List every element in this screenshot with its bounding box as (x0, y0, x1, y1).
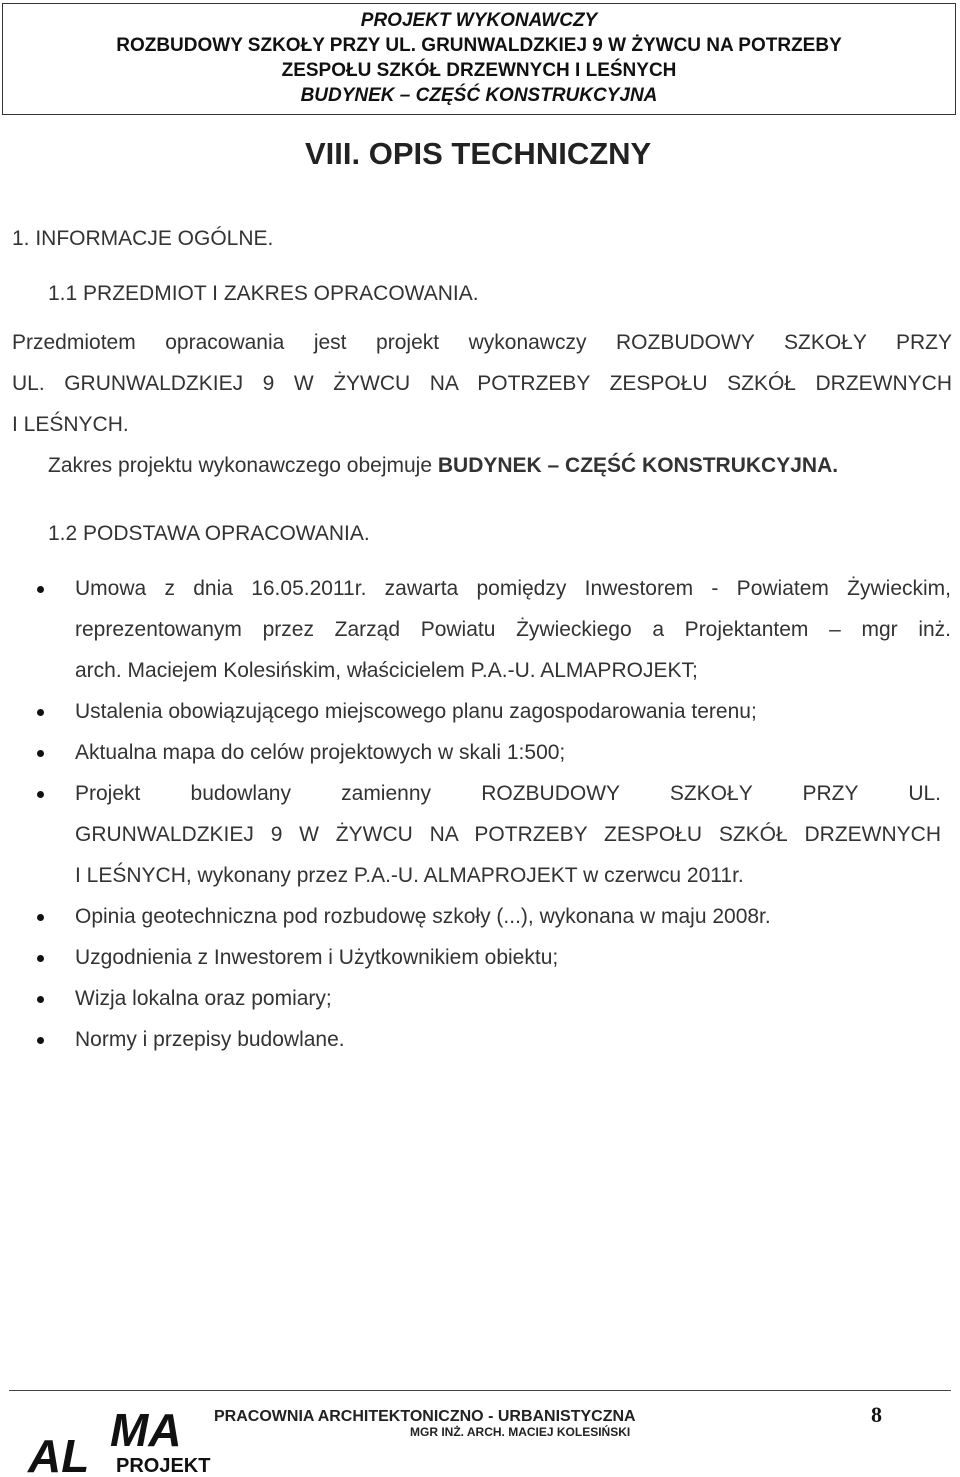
scope-bold: BUDYNEK – CZĘŚĆ KONSTRUKCYJNA. (437, 454, 839, 477)
intro-line-2: UL. GRUNWALDZKIEJ 9 W ŻYWCU NA POTRZEBY ZESPOŁU SZKÓŁ DRZEWNYCH (12, 372, 952, 395)
header-line-title-1: ROZBUDOWY SZKOŁY PRZY UL. GRUNWALDZKIEJ 9 W ŻYWCU NA POTRZEBY (116, 35, 842, 56)
bullet-4-line-3: I LEŚNYCH, wykonany przez P.A.-U. ALMAPROJEKT w czerwcu 2011r. (75, 864, 744, 887)
bullet-dot (37, 709, 44, 716)
page-number: 8 (871, 1402, 882, 1427)
bullet-dot (37, 914, 44, 921)
bullet-4-line-2: GRUNWALDZKIEJ 9 W ŻYWCU NA POTRZEBY ZESPOŁU SZKÓŁ DRZEWNYCH (75, 823, 941, 846)
header-line-project-type: PROJEKT WYKONAWCZY (360, 10, 598, 31)
bullet-dot (37, 791, 44, 798)
bullet-1-line-2: reprezentowanym przez Zarząd Powiatu Żywieckiego a Projektantem – mgr inż. (75, 618, 951, 641)
bullet-4-line-1: Projekt budowlany zamienny ROZBUDOWY SZKOŁY PRZY UL. (75, 782, 941, 805)
section-title: VIII. OPIS TECHNICZNY (305, 136, 652, 171)
heading-general-info: 1. INFORMACJE OGÓLNE. (12, 227, 274, 250)
bullet-1-line-3: arch. Maciejem Kolesińskim, właścicielem P.A.-U. ALMAPROJEKT; (75, 659, 698, 682)
footer-divider (9, 1390, 951, 1391)
almaprojekt-logo (24, 1402, 214, 1474)
heading-basis: 1.2 PODSTAWA OPRACOWANIA. (48, 522, 370, 545)
bullet-dot (37, 750, 44, 757)
footer-office-name: PRACOWNIA ARCHITEKTONICZNO - URBANISTYCZNA (214, 1408, 636, 1425)
bullet-dot (37, 1037, 44, 1044)
bullet-8: Normy i przepisy budowlane. (75, 1028, 345, 1051)
header-line-title-2: ZESPOŁU SZKÓŁ DRZEWNYCH I LEŚNYCH (281, 60, 677, 81)
bullet-dot (37, 586, 44, 593)
intro-line-3: I LEŚNYCH. (12, 413, 129, 436)
intro-line-1: Przedmiotem opracowania jest projekt wykonawczy ROZBUDOWY SZKOŁY PRZY (12, 331, 952, 354)
logo-ma-text: MA (110, 1404, 182, 1456)
header-line-part: BUDYNEK – CZĘŚĆ KONSTRUKCYJNA (300, 85, 658, 106)
bullet-7: Wizja lokalna oraz pomiary; (75, 987, 332, 1010)
scope-prefix: Zakres projektu wykonawczego obejmuje (48, 454, 438, 477)
bullet-5: Opinia geotechniczna pod rozbudowę szkoły (...), wykonana w maju 2008r. (75, 905, 771, 928)
heading-subject-scope: 1.1 PRZEDMIOT I ZAKRES OPRACOWANIA. (48, 282, 479, 305)
footer-architect-name: MGR INŻ. ARCH. MACIEJ KOLESIŃSKI (410, 1425, 631, 1439)
bullet-6: Uzgodnienia z Inwestorem i Użytkownikiem obiektu; (75, 946, 559, 969)
scope-line (48, 453, 838, 479)
bullet-1-line-1: Umowa z dnia 16.05.2011r. zawarta pomiędzy Inwestorem - Powiatem Żywieckim, (75, 577, 951, 600)
bullet-dot (37, 996, 44, 1003)
bullet-3: Aktualna mapa do celów projektowych w skali 1:500; (75, 741, 566, 764)
logo-al-text: AL (28, 1430, 90, 1474)
document-header (2, 3, 956, 115)
bullet-dot (37, 955, 44, 962)
bullet-2: Ustalenia obowiązującego miejscowego planu zagospodarowania terenu; (75, 700, 757, 723)
logo-projekt-text: PROJEKT (116, 1455, 211, 1474)
